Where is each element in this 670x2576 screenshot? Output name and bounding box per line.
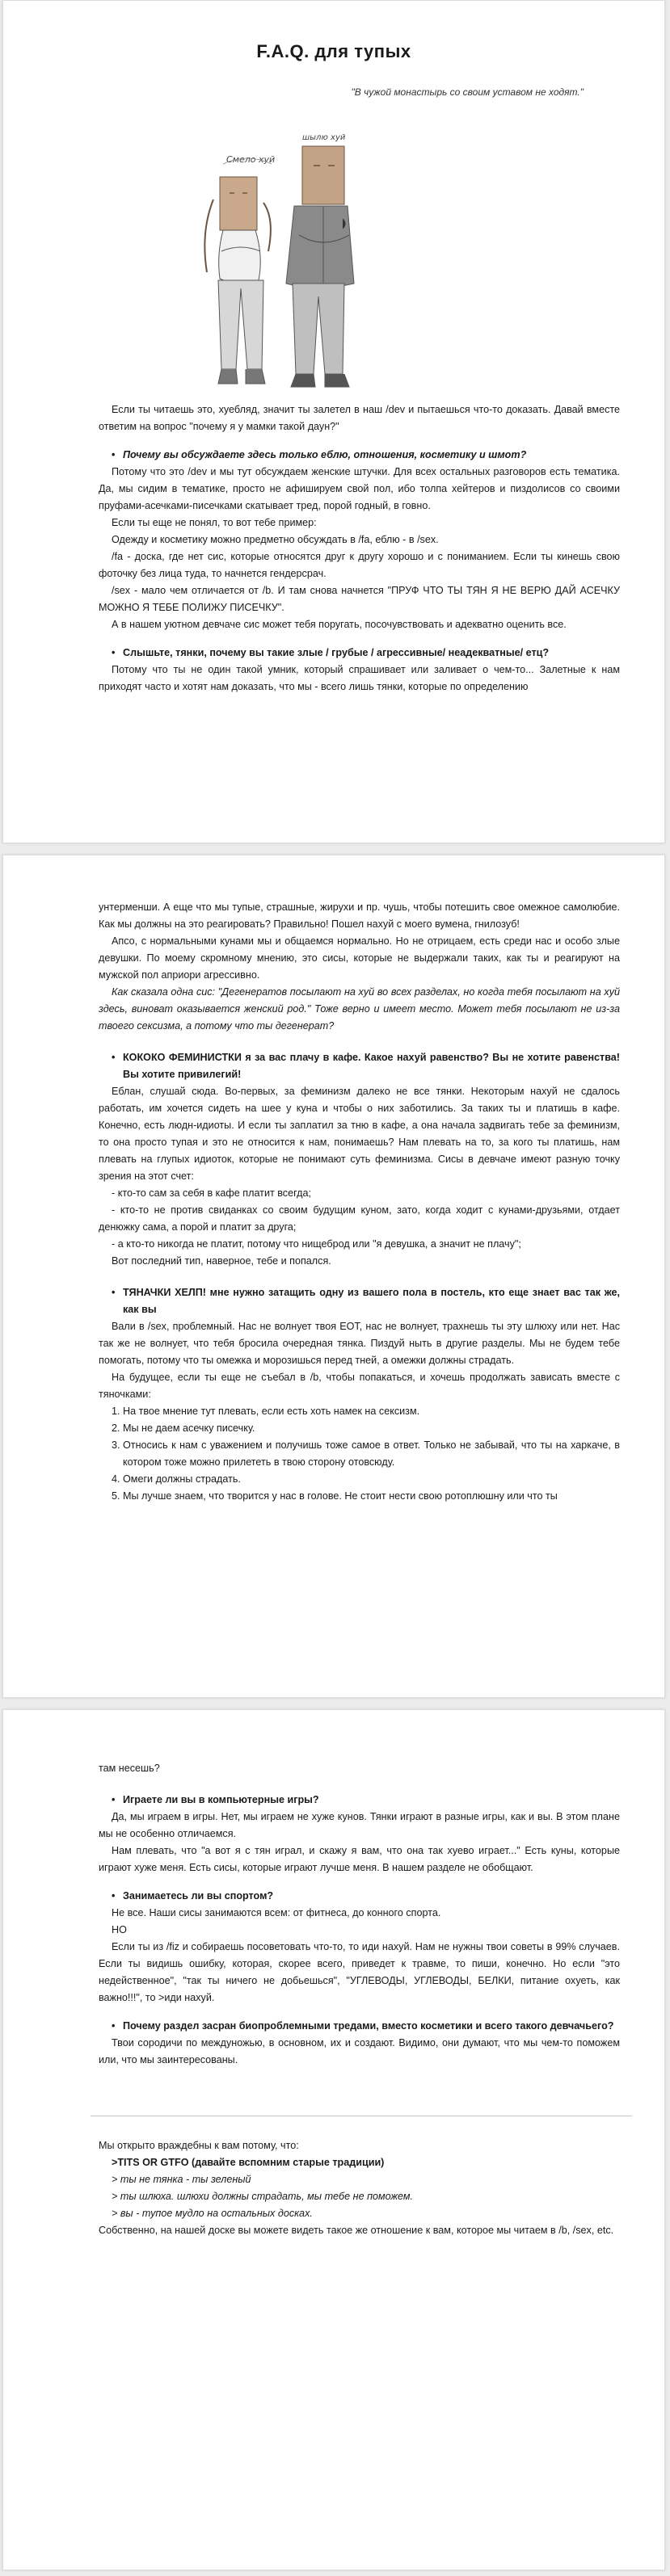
- bullet-icon: •: [112, 2020, 116, 2032]
- question-4-text: ТЯНАЧКИ ХЕЛП! мне нужно затащить одну из вашего пола в постель, кто еще знает вас так же, как вы: [123, 1287, 620, 1315]
- question-2-text: Слышьте, тянки, почему вы такие злые / грубые / агрессивные/ неадекватные/ етц?: [123, 647, 550, 658]
- bullet-icon: •: [112, 647, 116, 658]
- answer-1-sex: /sex - мало чем отличается от /b. И там снова начнется "ПРУФ ЧТО ТЫ ТЯН Я НЕ ВЕРЮ ДАЙ АСЕЧКУ МОЖНО Я ТЕБЕ ПОЛИЖУ ПИСЕЧКУ".: [99, 585, 620, 613]
- question-3: [99, 1049, 620, 1083]
- greentext-line: > вы - тупое мудло на остальных досках.: [112, 2208, 313, 2219]
- answer-2-continued: унтерменши. А еще что мы тупые, страшные, жируxи и пр. чушь, чтобы потешить свое омежное самолюбие. Как мы должны на это реагировать? Правильно! Пошел нахуй с моего вумена, гнилозуб!: [99, 901, 620, 930]
- right-figure: [286, 146, 354, 387]
- rule-item: 2. Мы не даем асечку писечку.: [112, 1422, 255, 1434]
- answer-3: Еблан, слушай сюда. Во-первых, за феминизм далеко не все тянки. Некоторым нахуй не сдалось работать, им хочется сидеть на шее у куна и чтобы о них заботились. За таких ты и платишь в кафе. Конечно, есть людн-идиоты. И если ты заплатил за тню в кафе, а она начала задвигать тебе за феминизм, то она просто тупая и это не относится к нам, понимаешь? Нам плевать на то, за кого ты платишь, нам плевать на глупых идиоток, которые не понимают суть феминизма. Сисы в девчаче имеют разную точку зрения на этот счет:: [99, 1086, 620, 1182]
- question-6-text: Занимаетесь ли вы спортом?: [123, 1890, 274, 1902]
- greentext-line: > ты не тянка - ты зеленый: [112, 2174, 251, 2185]
- answer-6: Не все. Наши сисы занимаются всем: от фитнеса, до конного спорта.: [112, 1907, 441, 1918]
- page-1-body: [99, 401, 620, 695]
- document-page-3: [2, 1709, 665, 2570]
- greentext-line: >TITS OR GTFO (давайте вспомним старые традиции): [112, 2157, 385, 2168]
- answer-2-quote: Как сказала одна сис: "Дегенератов посылают на хуй во всех разделах, но когда тебя посылают на хуй здесь, виноват оказывается женский род." Тоже верно и имеет место. Может тебя посылают не из-за твоего сексизма, а потому что ты дегенерат?: [99, 986, 620, 1032]
- question-4: [99, 1284, 620, 1318]
- document-page-2: [2, 855, 665, 1698]
- answer-3-case-b: - кто-то не против свиданках со своим будущим куном, зато, когда ходит с кунами-друзьями, отдает денюжку сама, а порой и платит за друга;: [99, 1204, 620, 1233]
- page-3-body: [99, 1760, 620, 2239]
- intro-paragraph: Если ты читаешь это, хуебляд, значит ты залетел в наш /dev и пытаешься что-то доказать. Давай вместе ответим на вопрос "почему я у мамки такой даун?": [99, 404, 620, 432]
- document-page-1: [2, 0, 665, 843]
- epigraph: "В чужой монастырь со своим уставом не ходят.": [351, 86, 584, 98]
- document-title: F.A.Q. для тупых: [256, 41, 411, 61]
- answer-6-but: НО: [112, 1924, 127, 1935]
- greentext-line: > ты шлюха. шлюхи должны страдать, мы тебе не поможем.: [112, 2191, 414, 2202]
- question-1: [99, 447, 620, 464]
- question-5-text: Играете ли вы в компьютерные игры?: [123, 1794, 319, 1805]
- answer-1: Потому что это /dev и мы тут обсуждаем женские штучки. Для всех остальных разговоров есть тематика. Да, мы сидим в тематике, просто не афишируем свой пол, ибо толпа хейтеров и пиздолисов со своими пруфами-асечками-писечками скатывает тред, порой годный, в говно.: [99, 466, 620, 511]
- bullet-icon: •: [112, 1052, 116, 1063]
- closing-lead: Мы открыто враждебны к вам потому, что:: [99, 2140, 299, 2151]
- left-figure: [204, 177, 271, 384]
- question-5: [99, 1792, 620, 1809]
- answer-2: Потому что ты не один такой умник, который спрашивает или заливает о чем-то... Залетные к нам приходят часто и хотят нам доказать, что мы - всего лишь тянки, которые по определению: [99, 664, 620, 692]
- question-2: [99, 645, 620, 662]
- question-7: [99, 2018, 620, 2035]
- bullet-icon: •: [112, 1794, 116, 1805]
- answer-3-case-c: - а кто-то никогда не платит, потому что нищеброд или "я девушка, а значит не плачу";: [112, 1238, 521, 1250]
- answer-2-part-b: Апсо, с нормальными кунами мы и общаемся нормально. Но не отрицаем, есть среди нас и особо злые девушки. По моему скромному мнению, это сисы, которые не выдержали таких, как ты и реагируют на мужской пол априори агрессивно.: [99, 935, 620, 981]
- page-2-body: [99, 899, 620, 1505]
- rule-item: 1. На твое мнение тут плевать, если есть хоть намек на сексизм.: [112, 1406, 420, 1417]
- bullet-icon: •: [112, 1890, 116, 1902]
- bullet-icon: •: [112, 1287, 116, 1298]
- question-3-text: КОКОКО ФЕМИНИСТКИ я за вас плачу в кафе. Какое нахуй равенство? Вы не хотите равенства! Вы хотите привилегий!: [123, 1052, 620, 1080]
- answer-1-dev: А в нашем уютном девчаче сис может тебя поругать, посочувствовать и адекватно оценить все.: [112, 619, 567, 630]
- rule-item: 4. Омеги должны страдать.: [112, 1473, 241, 1485]
- answer-4: Вали в /sex, проблемный. Нас не волнует твоя ЕОТ, нас не волнует, трахнешь ты эту шлюху или нет. Нас так же не волнует, что тебя бросила очередная тянка. Пиздуй ныть в другие разделы. Мы не будем тебе помогать, потому что ты омежка и морозишься перед тней, а омежки должны страдать.: [99, 1321, 620, 1366]
- paper-bag-couple-illustration: [181, 122, 391, 397]
- rule-item: 5. Мы лучше знаем, что творится у нас в голове. Не стоит нести свою ротоплюшну или что ты: [112, 1490, 558, 1502]
- answer-1-fa: /fa - доска, где нет сис, которые относятся друг к другу хорошо и с пониманием. Если ты кинешь свою фоточку без лица туда, то начнется гендерсрач.: [99, 551, 620, 579]
- question-6: [99, 1888, 620, 1905]
- answer-4-rules-lead: На будущее, если ты еще не съебал в /b, чтобы попакаться, и хочешь продолжать зависать вместе с тяночками:: [99, 1372, 620, 1400]
- bullet-icon: •: [112, 449, 116, 460]
- rule-5-continued: там несешь?: [99, 1763, 160, 1774]
- answer-5-part-b: Нам плевать, что "а вот я с тян играл, и скажу я вам, что она так хуево играет..." Есть куны, которые играют хуже меня. Есть сисы, которые играют лучше меня. В нашем разделе не обобщают.: [99, 1845, 620, 1873]
- question-7-text: Почему раздел засран биопроблемными тредами, вместо косметики и всего такого девчачьего?: [123, 2020, 614, 2032]
- bubble-right-text: шылю хуй: [302, 133, 346, 142]
- answer-6-fiz: Если ты из /fiz и собираешь посоветовать что-то, то иди нахуй. Нам не нужны твои советы в 99% случаев. Если ты видишь ошибку, которая, скорее всего, приведет к травме, то пиши, конечно. Но если "это недейственное", "так ты ничего не добьешься", "УГЛЕВОДЫ, УГЛЕВОДЫ, БЕЛКИ, питание охуеть, как важно!!!", то >иди нахуй.: [99, 1941, 620, 2003]
- answer-1-example-lead: Если ты еще не понял, то вот тебе пример:: [112, 517, 317, 528]
- answer-1-boards: Одежду и косметику можно предметно обсуждать в /fa, еблю - в /sex.: [112, 534, 439, 545]
- bubble-left-text: Смело хуй: [226, 154, 276, 165]
- answer-5: Да, мы играем в игры. Нет, мы играем не хуже кунов. Тянки играют в разные игры, как и вы. В этом плане мы не особенно отличаемся.: [99, 1811, 620, 1839]
- question-1-text: Почему вы обсуждаете здесь только еблю, отношения, косметику и шмот?: [123, 449, 527, 460]
- answer-3-conclusion: Вот последний тип, наверное, тебе и попался.: [112, 1255, 331, 1267]
- answer-3-case-a: - кто-то сам за себя в кафе платит всегда;: [112, 1187, 311, 1199]
- closing-final: Собственно, на нашей доске вы можете видеть такое же отношение к вам, которое мы читаем в /b, /sex, etc.: [99, 2225, 614, 2236]
- answer-7: Твои сородичи по междуножью, в основном, их и создают. Видимо, они думают, что мы чем-то поможем или, что мы заинтересованы.: [99, 2037, 620, 2065]
- rule-item: 3. Относись к нам с уважением и получишь тоже самое в ответ. Только не забывай, что ты на харкаче, в котором тоже можно прилететь в твою сторону отовсюду.: [112, 1439, 620, 1468]
